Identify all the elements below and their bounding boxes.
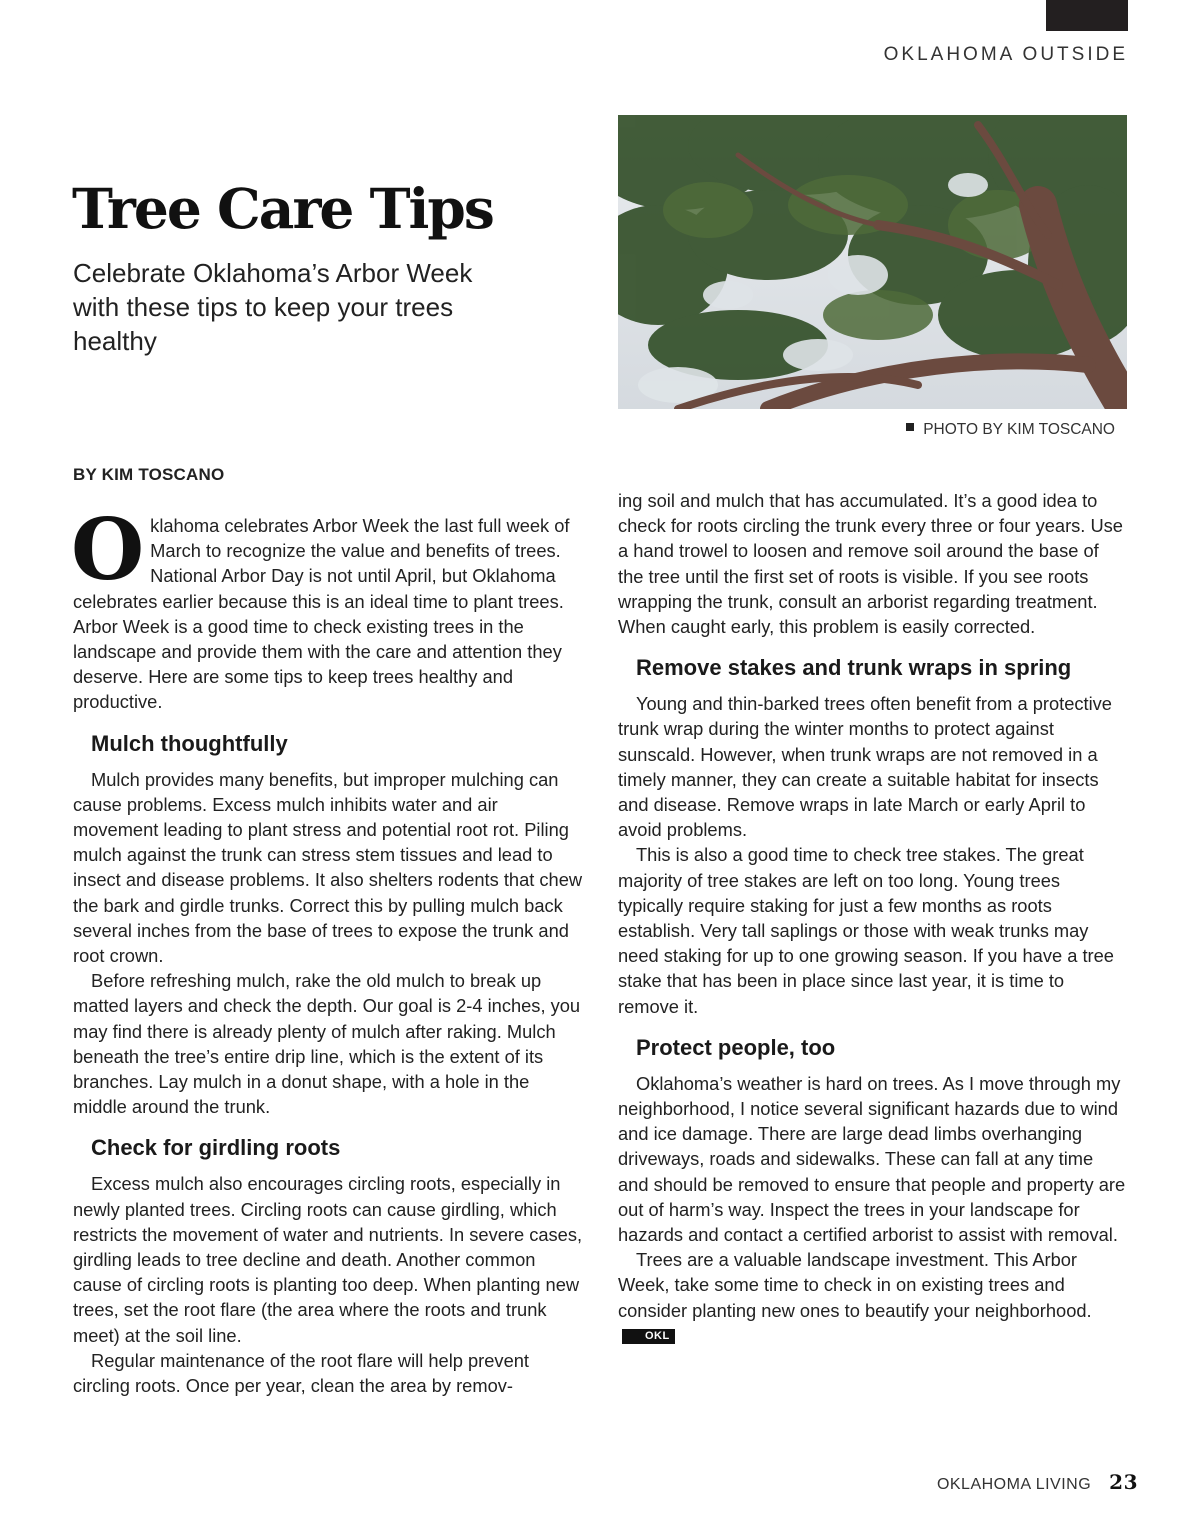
page-number: 23 <box>1109 1470 1138 1494</box>
section-heading-mulch: Mulch thoughtfully <box>91 730 288 756</box>
paragraph: This is also a good time to check tree stakes. The great majority of tree stakes are left on too long. Young trees typically require staking for just a few months as roots establish. Very tall saplings or those with weak trunks may need staking for up to one growing season. If you have a tree stake that has been in place since last year, it is time to remove it. <box>618 844 1114 1017</box>
article-title: Tree Care Tips <box>72 176 493 241</box>
section-heading-stakes-wraps: Remove stakes and trunk wraps in spring <box>636 655 1072 681</box>
byline: BY KIM TOSCANO <box>73 465 225 484</box>
article-subtitle: Celebrate Oklahoma’s Arbor Week with these tips to keep your trees healthy <box>73 258 473 356</box>
tree-canopy-illustration <box>618 115 1127 409</box>
page-footer <box>937 1470 1138 1494</box>
paragraph: Regular maintenance of the root flare will help prevent circling roots. Once per year, clean the area by remov- <box>73 1349 529 1397</box>
section-header: OKLAHOMA OUTSIDE <box>883 44 1128 65</box>
photo-credit-text: PHOTO BY KIM TOSCANO <box>923 421 1115 438</box>
tree-canopy-photo <box>618 115 1127 409</box>
paragraph: Oklahoma’s weather is hard on trees. As I move through my neighborhood, I notice several significant hazards due to wind and ice damage. There are large dead limbs overhanging driveways, roads and sidewalks. These can fall at any time and should be removed to ensure that people and property are out of harm’s way. Inspect the trees in your landscape for hazards and contact a certified arborist to assist with removal. <box>618 1072 1126 1246</box>
intro-text: klahoma celebrates Arbor Week the last full week of March to recognize the value and benefits of trees. National Arbor Day is not until April, but Oklahoma celebrates earlier because this is an ideal time to plant trees. Arbor Week is a good time to check existing trees in the landscape and provide them with the care and attention they deserve. Here are some tips to keep trees healthy and productive. <box>73 515 570 713</box>
intro-paragraph <box>71 500 583 715</box>
footer-publication: OKLAHOMA LIVING <box>936 1476 1092 1493</box>
paragraph: Excess mulch also encourages circling roots, especially in newly planted trees. Circling roots can cause girdling, which restricts the movement of water and nutrients. In severe cases, girdling leads to tree decline and death. Another common cause of circling roots is planting too deep. When planting new trees, set the root flare (the area where the roots and trunk meet) at the soil line. <box>73 1173 583 1346</box>
article-column-left <box>71 500 583 1398</box>
closing-paragraph <box>618 1247 1128 1348</box>
okl-end-mark: OKL <box>622 1329 675 1344</box>
paragraph: Before refreshing mulch, rake the old mulch to break up matted layers and check the depth. Our goal is 2-4 inches, you may find there is already plenty of mulch after raking. Mulch beneath the tree’s entire drip line, which is the extent of its branches. Lay mulch in a donut shape, with a hole in the middle around the trunk. <box>73 970 581 1118</box>
photo-credit <box>906 421 1115 439</box>
paragraph: Young and thin-barked trees often benefit from a protective trunk wrap during the winter months to protect against sunscald. However, when trunk wraps are not removed in a timely manner, they can create a suitable habitat for insects and disease. Remove wraps in late March or early April to avoid problems. <box>618 693 1112 841</box>
paragraph-continued: ing soil and mulch that has accumulated. It’s a good idea to check for roots circling the trunk every three or four years. Use a hand trowel to loosen and remove soil around the base of the tree until the first set of roots is visible. If you see roots wrapping the trunk, consult an arborist regarding treatment. When caught early, this problem is easily corrected. <box>618 490 1123 638</box>
section-heading-girdling-roots: Check for girdling roots <box>91 1135 341 1161</box>
paragraph: Mulch provides many benefits, but improper mulching can cause problems. Excess mulch inhibits water and air movement leading to plant stress and potential root rot. Piling mulch against the trunk can stress stem tissues and lead to insect and disease problems. It also shelters rodents that chew the bark and girdle trunks. Correct this by pulling mulch back several inches from the base of trees to expose the trunk and root crown. <box>73 768 583 967</box>
drop-cap: O <box>71 500 145 599</box>
closing-text: Trees are a valuable landscape investment. This Arbor Week, take some time to check in on existing trees and consider planting new ones to beautify your neighborhood. <box>618 1249 1092 1321</box>
bullet-icon <box>906 423 914 431</box>
article-column-right <box>618 488 1128 1348</box>
corner-tab <box>1046 0 1128 31</box>
section-heading-protect-people: Protect people, too <box>636 1034 836 1060</box>
